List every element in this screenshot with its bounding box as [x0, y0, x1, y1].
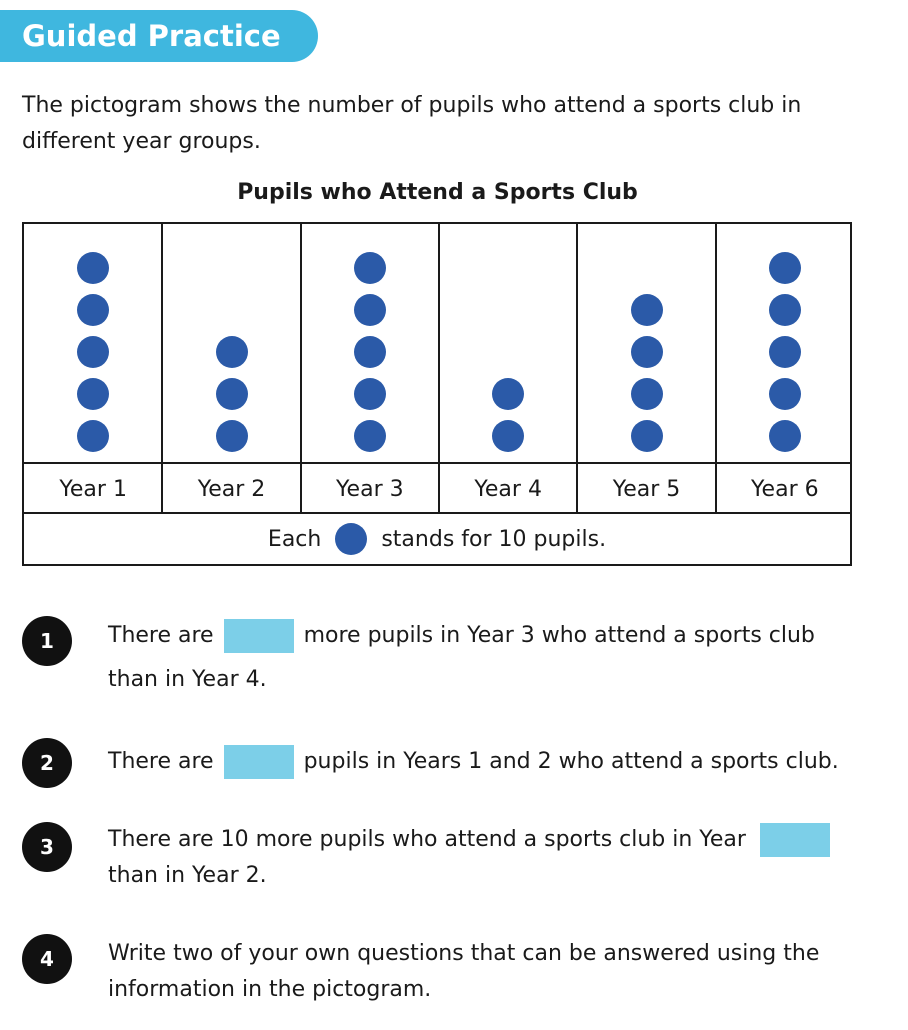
pictogram-dot — [631, 336, 663, 368]
year-label: Year 5 — [612, 476, 681, 502]
pictogram-dot — [769, 420, 801, 452]
year-label: Year 4 — [474, 476, 542, 502]
pictogram-dot — [77, 336, 109, 368]
question-1-text-b: more pupils in Year 3 who attend a sports club — [303, 623, 815, 648]
pictogram-dot — [216, 336, 248, 368]
guided-practice-banner — [0, 10, 318, 62]
question-3-text-a: There are 10 more pupils who attend a sports club in Year — [108, 827, 746, 852]
pictogram-dot — [769, 294, 801, 326]
question-1 — [22, 614, 902, 704]
question-3-text-b: than in Year 2. — [108, 863, 267, 888]
question-1-text-a: There are — [108, 623, 214, 648]
question-4-text-a: Write two of your own questions that can be answered using the — [108, 941, 820, 966]
banner-title: Guided Practice — [22, 19, 281, 53]
question-2 — [22, 738, 902, 788]
question-number-badge: 1 — [22, 616, 72, 666]
pictogram-key — [24, 514, 850, 564]
key-symbol-icon — [335, 523, 367, 555]
pictogram-dot — [216, 420, 248, 452]
pictogram-dot — [769, 378, 801, 410]
pictogram-dot — [354, 336, 386, 368]
pictogram-dot — [354, 252, 386, 284]
question-4 — [22, 934, 902, 1014]
key-text-after: stands for 10 pupils. — [381, 526, 607, 552]
pictogram-dot — [631, 378, 663, 410]
question-2-text-b: pupils in Years 1 and 2 who attend a sports club. — [303, 749, 839, 774]
pictogram-dot — [77, 420, 109, 452]
pictogram-dot — [769, 336, 801, 368]
question-4-text-b: information in the pictogram. — [108, 977, 432, 1002]
question-number-badge: 3 — [22, 822, 72, 872]
year-label: Year 3 — [336, 476, 404, 502]
pictogram-dot — [77, 294, 109, 326]
pictogram-dot — [492, 378, 524, 410]
pictogram-dot — [216, 378, 248, 410]
question-number-badge: 2 — [22, 738, 72, 788]
chart-title: Pupils who Attend a Sports Club — [237, 180, 638, 205]
key-text-before: Each — [267, 526, 322, 552]
pictogram-dot — [77, 378, 109, 410]
question-number-badge: 4 — [22, 934, 72, 984]
answer-box-2[interactable] — [224, 745, 294, 779]
pictogram-dot — [769, 252, 801, 284]
year-label: Year 2 — [197, 476, 266, 502]
pictogram — [22, 222, 852, 566]
year-label: Year 1 — [59, 476, 127, 502]
question-1-text-c: than in Year 4. — [108, 667, 267, 692]
year-label: Year 6 — [751, 476, 819, 502]
answer-box-1[interactable] — [224, 619, 294, 653]
pictogram-dot — [354, 378, 386, 410]
grid-line-horizontal — [24, 462, 850, 464]
question-2-text-a: There are — [108, 749, 214, 774]
intro-text: The pictogram shows the number of pupils who attend a sports club in different year groups. — [22, 93, 802, 154]
pictogram-dot — [354, 420, 386, 452]
pictogram-dot — [77, 252, 109, 284]
pictogram-dot — [631, 420, 663, 452]
pictogram-dot — [354, 294, 386, 326]
answer-box-3[interactable] — [760, 823, 830, 857]
pictogram-dot — [492, 420, 524, 452]
question-3 — [22, 822, 902, 902]
pictogram-dot — [631, 294, 663, 326]
